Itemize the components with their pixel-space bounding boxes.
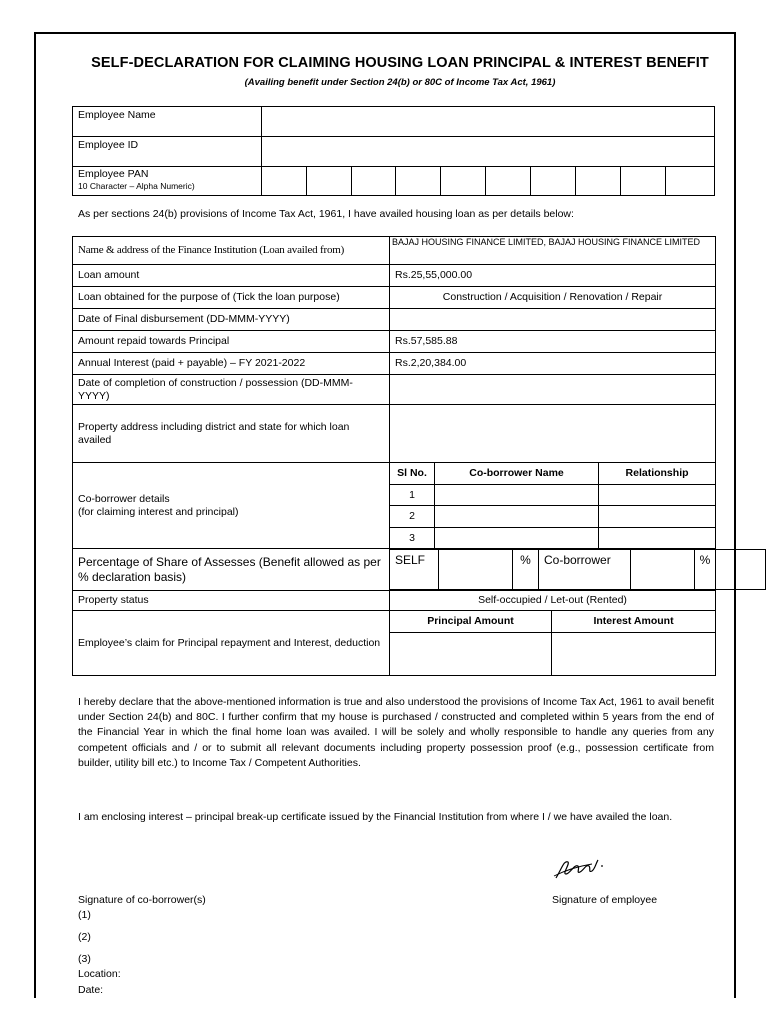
claim-principal-field[interactable] (390, 633, 552, 676)
pan-char-box[interactable] (621, 167, 666, 196)
coborrower-sl-header: Sl No. (390, 463, 435, 485)
coborrower-signature-2: (2) (78, 931, 91, 943)
page-border-top (34, 32, 736, 34)
property-status-options[interactable]: Self-occupied / Let-out (Rented) (390, 591, 716, 611)
claim-interest-header: Interest Amount (552, 611, 716, 633)
coborrower-name-field[interactable] (435, 506, 599, 528)
coborrower-name-field[interactable] (435, 528, 599, 549)
coborrower-details-label (73, 463, 390, 549)
coborrower-signature-1: (1) (78, 909, 91, 921)
employee-pan-hint: 10 Character – Alpha Numeric) (78, 180, 195, 191)
coborrower-sl-1: 1 (390, 485, 435, 506)
loan-purpose-options[interactable]: Construction / Acquisition / Renovation / Repair (390, 287, 716, 309)
share-self-label: SELF (390, 550, 439, 589)
coborrower-relationship-field[interactable] (599, 485, 716, 506)
location-label: Location: (78, 968, 121, 980)
pan-char-box[interactable] (486, 167, 531, 196)
completion-date-label: Date of completion of construction / possession (DD-MMM-YYYY) (73, 375, 390, 405)
employee-table (72, 106, 715, 196)
page-border-right (734, 32, 736, 998)
disbursement-date-field[interactable] (390, 309, 716, 331)
employee-id-field[interactable] (261, 137, 714, 167)
pan-char-box[interactable] (666, 167, 715, 196)
institution-value: BAJAJ HOUSING FINANCE LIMITED, BAJAJ HOUSING FINANCE LIMITED (390, 237, 716, 265)
completion-date-field[interactable] (390, 375, 716, 405)
property-address-label: Property address including district and state for which loan availed (73, 405, 390, 463)
coborrower-name-field[interactable] (435, 485, 599, 506)
principal-repaid-value: Rs.57,585.88 (390, 331, 716, 353)
annual-interest-value: Rs.2,20,384.00 (390, 353, 716, 375)
share-self-percent: % (513, 550, 539, 589)
pan-char-box[interactable] (306, 167, 351, 196)
share-coborrower-field[interactable] (631, 550, 695, 589)
coborrower-relationship-header: Relationship (599, 463, 716, 485)
declaration-text: I hereby declare that the above-mentioned information is true and also understood the provisions of Income Tax Act, 1961 to avail benefit under Section 24(b) and 80C. I further confirm that my house is purchased / constructed and completed within 5 years from the end of the Financial Year in which the final home loan was availed. I will be solely and wholly responsible to handle any queries from any competent officials and / or to submit all relevant documents including property possession proof (e.g., possession certificate from builder, utility bill etc.) to Income Tax / Competent Authorities. (78, 696, 714, 769)
coborrower-details-title: Co-borrower details (78, 492, 170, 505)
date-label: Date: (78, 984, 104, 996)
coborrower-sl-2: 2 (390, 506, 435, 528)
coborrower-signature-label: Signature of co-borrower(s) (78, 894, 206, 906)
page-title: SELF-DECLARATION FOR CLAIMING HOUSING LOAN PRINCIPAL & INTEREST BENEFIT (91, 55, 709, 71)
share-percentage-label: Percentage of Share of Assesses (Benefit allowed as per % declaration basis) (73, 549, 390, 591)
coborrower-signature-3: (3) (78, 953, 91, 965)
disbursement-date-label: Date of Final disbursement (DD-MMM-YYYY) (73, 309, 390, 331)
coborrower-details-note: (for claiming interest and principal) (78, 505, 239, 518)
share-self-field[interactable] (439, 550, 513, 589)
property-status-label: Property status (73, 591, 390, 611)
employee-signature (552, 848, 612, 884)
page-subtitle: (Availing benefit under Section 24(b) or 80C of Income Tax Act, 1961) (244, 77, 556, 88)
employee-pan-label: Employee PAN (78, 168, 149, 180)
pan-char-box[interactable] (531, 167, 576, 196)
loan-purpose-label: Loan obtained for the purpose of (Tick the loan purpose) (73, 287, 390, 309)
employee-claim-label: Employee’s claim for Principal repayment and Interest, deduction (73, 611, 390, 676)
share-percentage-grid (389, 549, 766, 590)
claim-principal-header: Principal Amount (390, 611, 552, 633)
coborrower-relationship-field[interactable] (599, 528, 716, 549)
loan-amount-label: Loan amount (73, 265, 390, 287)
employee-name-field[interactable] (261, 107, 714, 137)
pan-char-box[interactable] (396, 167, 441, 196)
property-address-field[interactable] (390, 405, 716, 463)
coborrower-sl-3: 3 (390, 528, 435, 549)
employee-name-label: Employee Name (73, 107, 262, 137)
intro-text: As per sections 24(b) provisions of Income Tax Act, 1961, I have availed housing loan as per details below: (78, 208, 574, 220)
share-coborrower-percent: % (695, 550, 716, 589)
claim-interest-field[interactable] (552, 633, 716, 676)
principal-repaid-label: Amount repaid towards Principal (73, 331, 390, 353)
employee-id-label: Employee ID (73, 137, 262, 167)
loan-table (72, 236, 716, 676)
coborrower-relationship-field[interactable] (599, 506, 716, 528)
institution-label: Name & address of the Finance Institution (Loan availed from) (73, 237, 390, 265)
employee-pan-label-cell (73, 167, 262, 196)
coborrower-name-header: Co-borrower Name (435, 463, 599, 485)
employee-signature-label: Signature of employee (552, 894, 658, 906)
share-coborrower-label: Co-borrower (539, 550, 631, 589)
annual-interest-label: Annual Interest (paid + payable) – FY 2021-2022 (73, 353, 390, 375)
share-extra-field[interactable] (716, 550, 765, 589)
pan-char-box[interactable] (441, 167, 486, 196)
loan-amount-value: Rs.25,55,000.00 (390, 265, 716, 287)
pan-char-box[interactable] (261, 167, 306, 196)
pan-char-box[interactable] (351, 167, 396, 196)
pan-char-box[interactable] (576, 167, 621, 196)
page-border-left (34, 32, 36, 998)
enclosing-text: I am enclosing interest – principal break-up certificate issued by the Financial Institution from where I / we have availed the loan. (78, 811, 673, 823)
